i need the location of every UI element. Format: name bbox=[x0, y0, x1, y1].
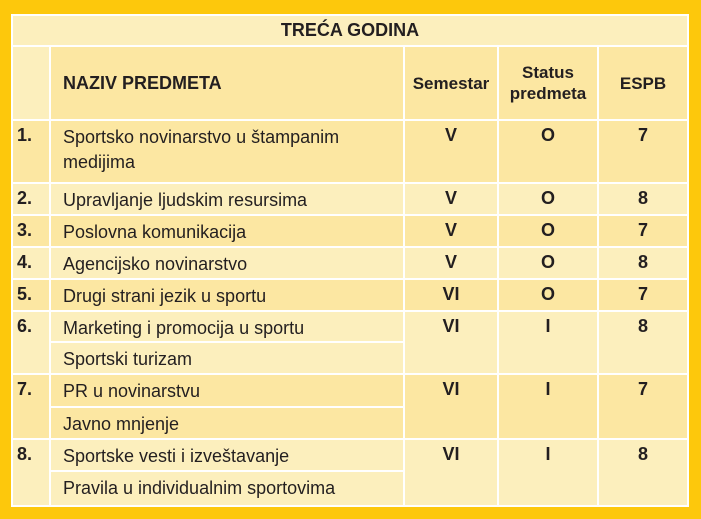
subject-name: Marketing i promocija u sportu bbox=[50, 311, 404, 342]
row-number: 5. bbox=[12, 279, 50, 311]
row-number: 7. bbox=[12, 374, 50, 438]
table-row bbox=[12, 120, 688, 182]
status-cell: O bbox=[498, 215, 598, 247]
table-row bbox=[12, 279, 688, 311]
row-number: 3. bbox=[12, 215, 50, 247]
status-cell: O bbox=[498, 183, 598, 215]
table-row bbox=[12, 183, 688, 215]
semester-cell: VI bbox=[404, 374, 498, 438]
row-number: 2. bbox=[12, 183, 50, 215]
header-status-line2: predmeta bbox=[509, 84, 587, 104]
status-cell: O bbox=[498, 247, 598, 279]
subject-name: Agencijsko novinarstvo bbox=[50, 247, 404, 279]
espb-cell: 7 bbox=[598, 215, 688, 247]
status-cell: O bbox=[498, 120, 598, 182]
subject-name: Sportsko novinarstvo u štampanim medijima bbox=[50, 120, 404, 182]
row-number: 1. bbox=[12, 120, 50, 182]
curriculum-table bbox=[11, 14, 689, 507]
header-espb: ESPB bbox=[598, 46, 688, 120]
espb-cell: 8 bbox=[598, 439, 688, 506]
espb-cell: 8 bbox=[598, 311, 688, 374]
subject-name: Javno mnjenje bbox=[50, 407, 404, 439]
semester-cell: V bbox=[404, 247, 498, 279]
semester-cell: VI bbox=[404, 439, 498, 506]
subject-name: Sportski turizam bbox=[50, 342, 404, 374]
semester-cell: V bbox=[404, 120, 498, 182]
subject-name: Sportske vesti i izveštavanje bbox=[50, 439, 404, 471]
espb-cell: 8 bbox=[598, 183, 688, 215]
espb-cell: 8 bbox=[598, 247, 688, 279]
subject-name: Upravljanje ljudskim resursima bbox=[50, 183, 404, 215]
semester-cell: V bbox=[404, 215, 498, 247]
subject-name: Drugi strani jezik u sportu bbox=[50, 279, 404, 311]
header-status-line1: Status bbox=[522, 63, 574, 83]
header-status bbox=[498, 46, 598, 120]
subject-name: Pravila u individualnim sportovima bbox=[50, 471, 404, 506]
semester-cell: V bbox=[404, 183, 498, 215]
header-num-cell bbox=[12, 46, 50, 120]
semester-cell: VI bbox=[404, 279, 498, 311]
row-number: 8. bbox=[12, 439, 50, 506]
subject-name: PR u novinarstvu bbox=[50, 374, 404, 406]
table-row bbox=[12, 311, 688, 342]
table-row bbox=[12, 215, 688, 247]
semester-cell: VI bbox=[404, 311, 498, 374]
curriculum-frame bbox=[11, 14, 687, 507]
espb-cell: 7 bbox=[598, 279, 688, 311]
header-row bbox=[12, 46, 688, 120]
table-row bbox=[12, 439, 688, 471]
header-subject-name: NAZIV PREDMETA bbox=[50, 46, 404, 120]
espb-cell: 7 bbox=[598, 374, 688, 438]
status-cell: O bbox=[498, 279, 598, 311]
row-number: 6. bbox=[12, 311, 50, 374]
table-row bbox=[12, 374, 688, 406]
table-row bbox=[12, 247, 688, 279]
espb-cell: 7 bbox=[598, 120, 688, 182]
header-semester: Semestar bbox=[404, 46, 498, 120]
table-title: TREĆA GODINA bbox=[12, 15, 688, 46]
subject-name: Poslovna komunikacija bbox=[50, 215, 404, 247]
status-cell: I bbox=[498, 311, 598, 374]
status-cell: I bbox=[498, 439, 598, 506]
status-cell: I bbox=[498, 374, 598, 438]
row-number: 4. bbox=[12, 247, 50, 279]
